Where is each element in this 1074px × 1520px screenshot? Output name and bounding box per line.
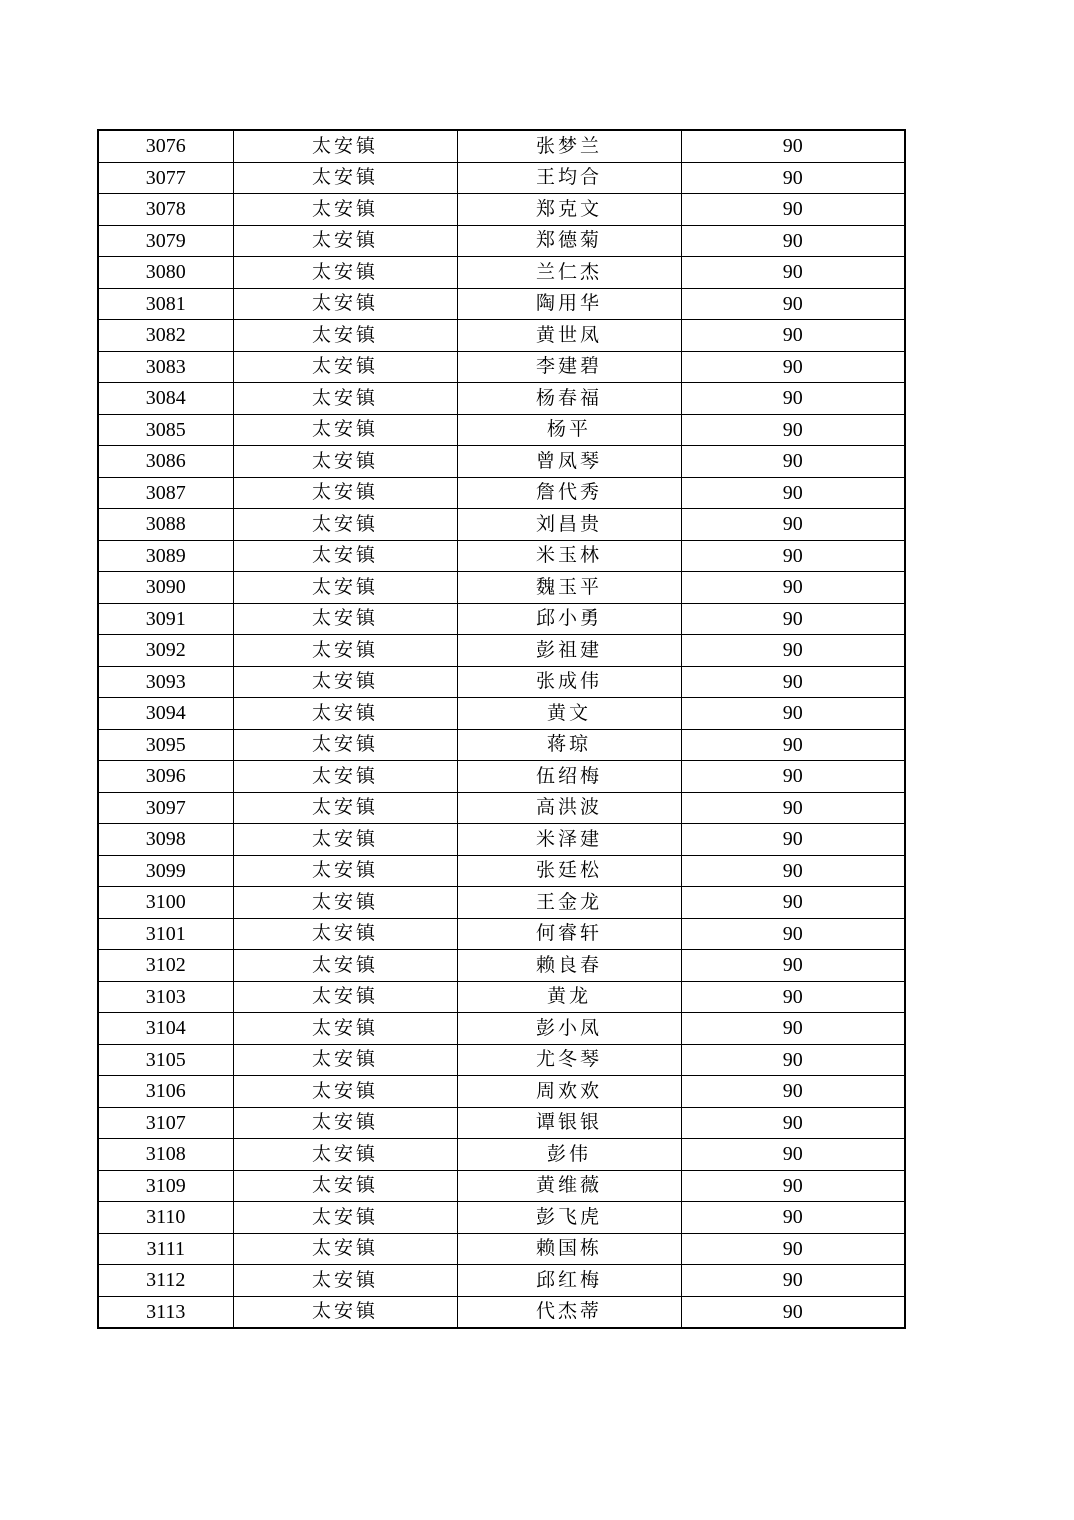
table-row	[98, 635, 905, 667]
table-row	[98, 887, 905, 919]
town-cell: 太安镇	[233, 887, 457, 919]
serial-number-cell: 3101	[98, 918, 233, 950]
town-cell: 太安镇	[233, 257, 457, 289]
town-cell: 太安镇	[233, 1139, 457, 1171]
table-row	[98, 162, 905, 194]
table-row	[98, 130, 905, 162]
table-row	[98, 257, 905, 289]
table-row	[98, 1107, 905, 1139]
person-name-cell: 郑德菊	[457, 225, 681, 257]
town-cell: 太安镇	[233, 162, 457, 194]
score-cell: 90	[681, 950, 905, 982]
serial-number-cell: 3102	[98, 950, 233, 982]
serial-number-cell: 3111	[98, 1233, 233, 1265]
person-name-cell: 张成伟	[457, 666, 681, 698]
table-row	[98, 351, 905, 383]
serial-number-cell: 3077	[98, 162, 233, 194]
table-row	[98, 761, 905, 793]
person-name-cell: 郑克文	[457, 194, 681, 226]
serial-number-cell: 3089	[98, 540, 233, 572]
town-cell: 太安镇	[233, 288, 457, 320]
score-cell: 90	[681, 729, 905, 761]
score-cell: 90	[681, 1233, 905, 1265]
town-cell: 太安镇	[233, 918, 457, 950]
table-row	[98, 603, 905, 635]
score-cell: 90	[681, 1076, 905, 1108]
score-cell: 90	[681, 1013, 905, 1045]
score-cell: 90	[681, 540, 905, 572]
score-cell: 90	[681, 666, 905, 698]
serial-number-cell: 3100	[98, 887, 233, 919]
town-cell: 太安镇	[233, 1170, 457, 1202]
score-cell: 90	[681, 351, 905, 383]
serial-number-cell: 3090	[98, 572, 233, 604]
table-row	[98, 1013, 905, 1045]
person-name-cell: 杨春福	[457, 383, 681, 415]
serial-number-cell: 3106	[98, 1076, 233, 1108]
score-cell: 90	[681, 761, 905, 793]
table-row	[98, 320, 905, 352]
table-row	[98, 572, 905, 604]
table-row	[98, 950, 905, 982]
score-cell: 90	[681, 824, 905, 856]
serial-number-cell: 3104	[98, 1013, 233, 1045]
town-cell: 太安镇	[233, 320, 457, 352]
score-cell: 90	[681, 698, 905, 730]
town-cell: 太安镇	[233, 540, 457, 572]
person-name-cell: 黄世凤	[457, 320, 681, 352]
table-row	[98, 540, 905, 572]
table-row	[98, 1044, 905, 1076]
score-cell: 90	[681, 509, 905, 541]
town-cell: 太安镇	[233, 603, 457, 635]
person-name-cell: 刘昌贵	[457, 509, 681, 541]
person-name-cell: 彭祖建	[457, 635, 681, 667]
serial-number-cell: 3095	[98, 729, 233, 761]
person-name-cell: 张廷松	[457, 855, 681, 887]
town-cell: 太安镇	[233, 981, 457, 1013]
serial-number-cell: 3086	[98, 446, 233, 478]
person-name-cell: 米玉林	[457, 540, 681, 572]
table-row	[98, 509, 905, 541]
score-cell: 90	[681, 1202, 905, 1234]
town-cell: 太安镇	[233, 414, 457, 446]
serial-number-cell: 3109	[98, 1170, 233, 1202]
score-cell: 90	[681, 320, 905, 352]
score-cell: 90	[681, 130, 905, 162]
town-cell: 太安镇	[233, 509, 457, 541]
serial-number-cell: 3107	[98, 1107, 233, 1139]
person-name-cell: 彭伟	[457, 1139, 681, 1171]
town-cell: 太安镇	[233, 1107, 457, 1139]
score-cell: 90	[681, 603, 905, 635]
serial-number-cell: 3082	[98, 320, 233, 352]
person-name-cell: 张梦兰	[457, 130, 681, 162]
score-cell: 90	[681, 1107, 905, 1139]
town-cell: 太安镇	[233, 477, 457, 509]
score-cell: 90	[681, 288, 905, 320]
person-name-cell: 黄龙	[457, 981, 681, 1013]
table-row	[98, 981, 905, 1013]
serial-number-cell: 3088	[98, 509, 233, 541]
person-name-cell: 周欢欢	[457, 1076, 681, 1108]
table-row	[98, 792, 905, 824]
table-row	[98, 1265, 905, 1297]
person-name-cell: 彭小凤	[457, 1013, 681, 1045]
table-row	[98, 1233, 905, 1265]
table-body	[98, 130, 905, 1328]
score-cell: 90	[681, 1139, 905, 1171]
serial-number-cell: 3093	[98, 666, 233, 698]
person-name-cell: 米泽建	[457, 824, 681, 856]
town-cell: 太安镇	[233, 1296, 457, 1328]
town-cell: 太安镇	[233, 729, 457, 761]
town-cell: 太安镇	[233, 666, 457, 698]
town-cell: 太安镇	[233, 792, 457, 824]
person-name-cell: 李建碧	[457, 351, 681, 383]
town-cell: 太安镇	[233, 635, 457, 667]
town-cell: 太安镇	[233, 1265, 457, 1297]
person-name-cell: 黄维薇	[457, 1170, 681, 1202]
score-cell: 90	[681, 887, 905, 919]
town-cell: 太安镇	[233, 1202, 457, 1234]
score-cell: 90	[681, 446, 905, 478]
town-cell: 太安镇	[233, 194, 457, 226]
town-cell: 太安镇	[233, 572, 457, 604]
town-cell: 太安镇	[233, 950, 457, 982]
score-cell: 90	[681, 1044, 905, 1076]
serial-number-cell: 3105	[98, 1044, 233, 1076]
town-cell: 太安镇	[233, 1076, 457, 1108]
person-name-cell: 赖良春	[457, 950, 681, 982]
table-row	[98, 1202, 905, 1234]
serial-number-cell: 3092	[98, 635, 233, 667]
serial-number-cell: 3083	[98, 351, 233, 383]
score-cell: 90	[681, 635, 905, 667]
person-name-cell: 陶用华	[457, 288, 681, 320]
serial-number-cell: 3112	[98, 1265, 233, 1297]
score-cell: 90	[681, 981, 905, 1013]
person-name-cell: 詹代秀	[457, 477, 681, 509]
table-row	[98, 824, 905, 856]
table-row	[98, 1076, 905, 1108]
table-row	[98, 1296, 905, 1328]
serial-number-cell: 3113	[98, 1296, 233, 1328]
person-name-cell: 邱小勇	[457, 603, 681, 635]
table-row	[98, 414, 905, 446]
town-cell: 太安镇	[233, 130, 457, 162]
table-row	[98, 729, 905, 761]
town-cell: 太安镇	[233, 1233, 457, 1265]
serial-number-cell: 3081	[98, 288, 233, 320]
town-cell: 太安镇	[233, 698, 457, 730]
person-name-cell: 高洪波	[457, 792, 681, 824]
score-cell: 90	[681, 414, 905, 446]
person-name-cell: 蒋琼	[457, 729, 681, 761]
town-cell: 太安镇	[233, 824, 457, 856]
table-row	[98, 666, 905, 698]
score-cell: 90	[681, 572, 905, 604]
serial-number-cell: 3091	[98, 603, 233, 635]
score-cell: 90	[681, 477, 905, 509]
table-row	[98, 1170, 905, 1202]
person-name-cell: 杨平	[457, 414, 681, 446]
data-table	[97, 129, 906, 1329]
table-row	[98, 288, 905, 320]
score-cell: 90	[681, 1296, 905, 1328]
score-cell: 90	[681, 225, 905, 257]
person-name-cell: 代杰蒂	[457, 1296, 681, 1328]
town-cell: 太安镇	[233, 225, 457, 257]
serial-number-cell: 3087	[98, 477, 233, 509]
town-cell: 太安镇	[233, 855, 457, 887]
score-cell: 90	[681, 1265, 905, 1297]
person-name-cell: 兰仁杰	[457, 257, 681, 289]
table-row	[98, 477, 905, 509]
person-name-cell: 王金龙	[457, 887, 681, 919]
person-name-cell: 邱红梅	[457, 1265, 681, 1297]
serial-number-cell: 3076	[98, 130, 233, 162]
serial-number-cell: 3078	[98, 194, 233, 226]
serial-number-cell: 3085	[98, 414, 233, 446]
score-cell: 90	[681, 855, 905, 887]
person-name-cell: 曾凤琴	[457, 446, 681, 478]
table-row	[98, 918, 905, 950]
serial-number-cell: 3080	[98, 257, 233, 289]
person-name-cell: 尤冬琴	[457, 1044, 681, 1076]
table-row	[98, 194, 905, 226]
serial-number-cell: 3097	[98, 792, 233, 824]
score-cell: 90	[681, 383, 905, 415]
town-cell: 太安镇	[233, 446, 457, 478]
serial-number-cell: 3108	[98, 1139, 233, 1171]
score-cell: 90	[681, 792, 905, 824]
serial-number-cell: 3096	[98, 761, 233, 793]
person-name-cell: 黄文	[457, 698, 681, 730]
town-cell: 太安镇	[233, 383, 457, 415]
score-cell: 90	[681, 257, 905, 289]
person-name-cell: 谭银银	[457, 1107, 681, 1139]
score-cell: 90	[681, 194, 905, 226]
serial-number-cell: 3110	[98, 1202, 233, 1234]
person-name-cell: 彭飞虎	[457, 1202, 681, 1234]
town-cell: 太安镇	[233, 761, 457, 793]
person-name-cell: 王均合	[457, 162, 681, 194]
town-cell: 太安镇	[233, 351, 457, 383]
person-name-cell: 何睿轩	[457, 918, 681, 950]
serial-number-cell: 3103	[98, 981, 233, 1013]
serial-number-cell: 3079	[98, 225, 233, 257]
serial-number-cell: 3099	[98, 855, 233, 887]
score-cell: 90	[681, 918, 905, 950]
town-cell: 太安镇	[233, 1044, 457, 1076]
person-name-cell: 赖国栋	[457, 1233, 681, 1265]
table-row	[98, 698, 905, 730]
serial-number-cell: 3094	[98, 698, 233, 730]
person-name-cell: 魏玉平	[457, 572, 681, 604]
table-row	[98, 1139, 905, 1171]
serial-number-cell: 3084	[98, 383, 233, 415]
score-cell: 90	[681, 162, 905, 194]
table-row	[98, 383, 905, 415]
score-cell: 90	[681, 1170, 905, 1202]
person-name-cell: 伍绍梅	[457, 761, 681, 793]
town-cell: 太安镇	[233, 1013, 457, 1045]
table-row	[98, 855, 905, 887]
table-row	[98, 446, 905, 478]
serial-number-cell: 3098	[98, 824, 233, 856]
table-row	[98, 225, 905, 257]
